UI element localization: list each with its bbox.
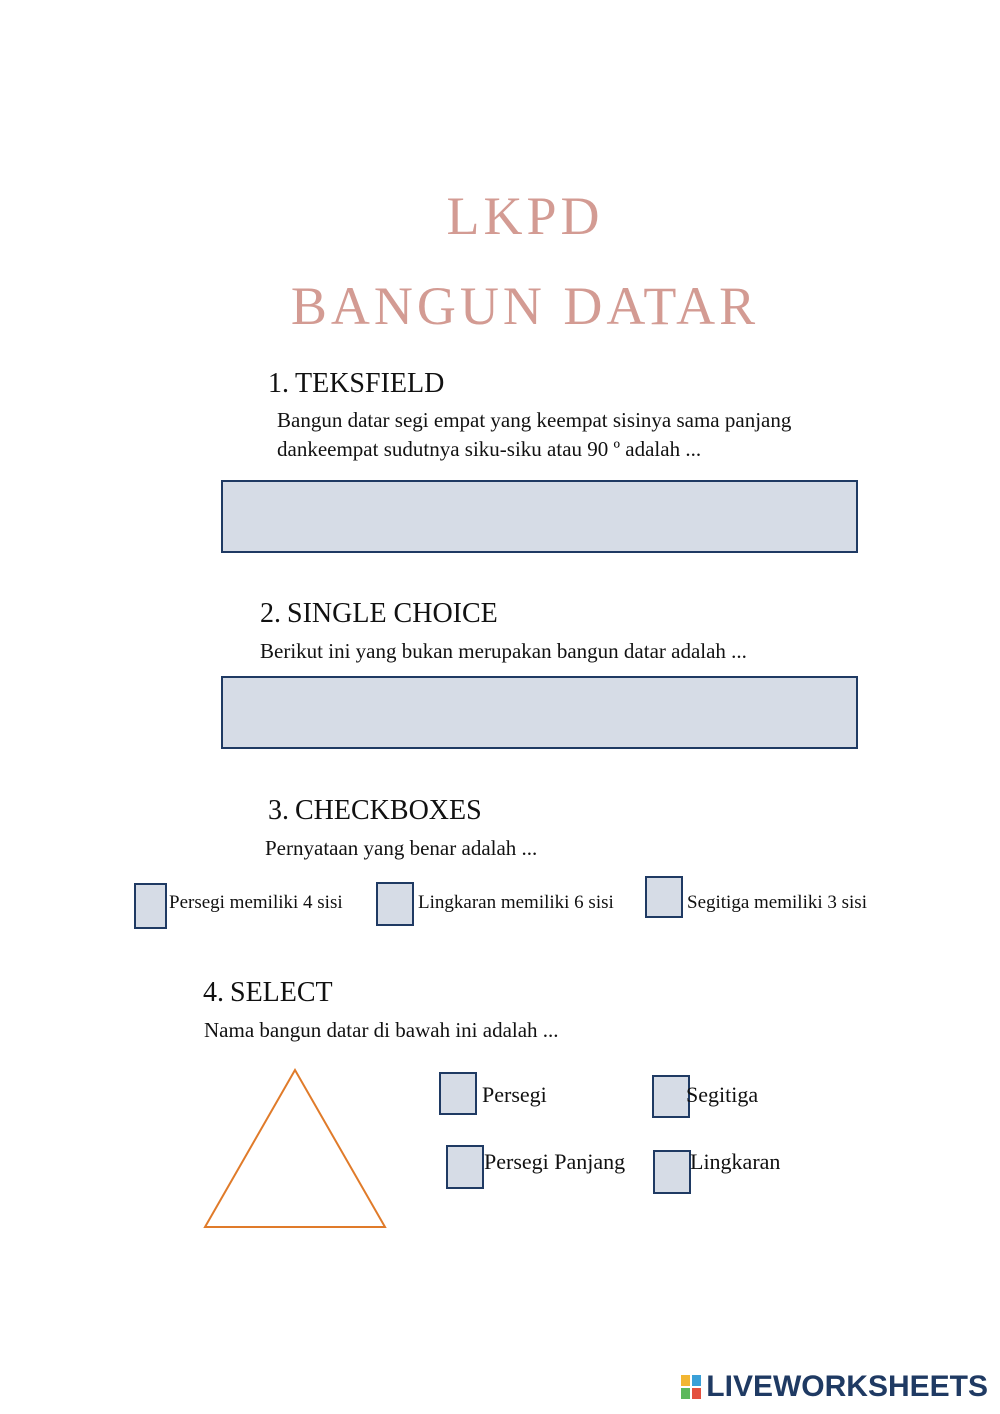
section-2-title: SINGLE CHOICE — [287, 598, 498, 629]
section-3-title: CHECKBOXES — [295, 795, 482, 826]
page-title-line1: LKPD — [446, 186, 604, 246]
checkbox-option-2[interactable] — [376, 882, 414, 926]
section-1-number: 1. — [268, 368, 289, 399]
liveworksheets-logo[interactable] — [680, 1370, 988, 1404]
checkbox-option-2-label: Lingkaran memiliki 6 sisi — [418, 892, 614, 913]
section-2-number: 2. — [260, 598, 281, 629]
section-1-heading — [268, 368, 444, 400]
page-title-line2: BANGUN DATAR — [290, 276, 760, 336]
section-3-heading — [268, 795, 482, 827]
section-2-answer-field[interactable] — [221, 676, 858, 749]
section-4-number: 4. — [203, 977, 224, 1008]
liveworksheets-name: LIVEWORKSHEETS — [706, 1370, 988, 1403]
liveworksheets-mark-icon — [680, 1374, 702, 1400]
checkbox-option-3[interactable] — [645, 876, 683, 918]
section-4-question: Nama bangun datar di bawah ini adalah ... — [204, 1018, 559, 1042]
section-3-number: 3. — [268, 795, 289, 826]
section-4-title: SELECT — [230, 977, 333, 1008]
checkbox-option-3-label: Segitiga memiliki 3 sisi — [687, 892, 867, 913]
section-2-heading — [260, 598, 498, 630]
section-1-title: TEKSFIELD — [295, 368, 445, 399]
select-option-persegi-panjang[interactable] — [446, 1145, 484, 1189]
select-option-lingkaran[interactable] — [653, 1150, 691, 1194]
section-1-question-line1: Bangun datar segi empat yang keempat sisinya sama panjang — [277, 408, 792, 432]
select-option-persegi-panjang-label: Persegi Panjang — [484, 1149, 626, 1174]
triangle-shape — [200, 1065, 390, 1233]
section-3-question: Pernyataan yang benar adalah ... — [265, 836, 538, 860]
select-option-persegi[interactable] — [439, 1072, 477, 1115]
select-option-segitiga-label: Segitiga — [686, 1082, 759, 1107]
section-1-question-line2: dankeempat sudutnya siku-siku atau 90 º adalah ... — [277, 437, 702, 461]
select-option-lingkaran-label: Lingkaran — [690, 1149, 781, 1174]
select-option-persegi-label: Persegi — [482, 1082, 547, 1107]
section-4-heading — [203, 977, 333, 1009]
checkbox-option-1[interactable] — [134, 883, 167, 929]
section-2-question: Berikut ini yang bukan merupakan bangun datar adalah ... — [260, 639, 747, 663]
section-1-answer-field[interactable] — [221, 480, 858, 553]
select-option-segitiga[interactable] — [652, 1075, 690, 1118]
checkbox-option-1-label: Persegi memiliki 4 sisi — [169, 892, 343, 913]
